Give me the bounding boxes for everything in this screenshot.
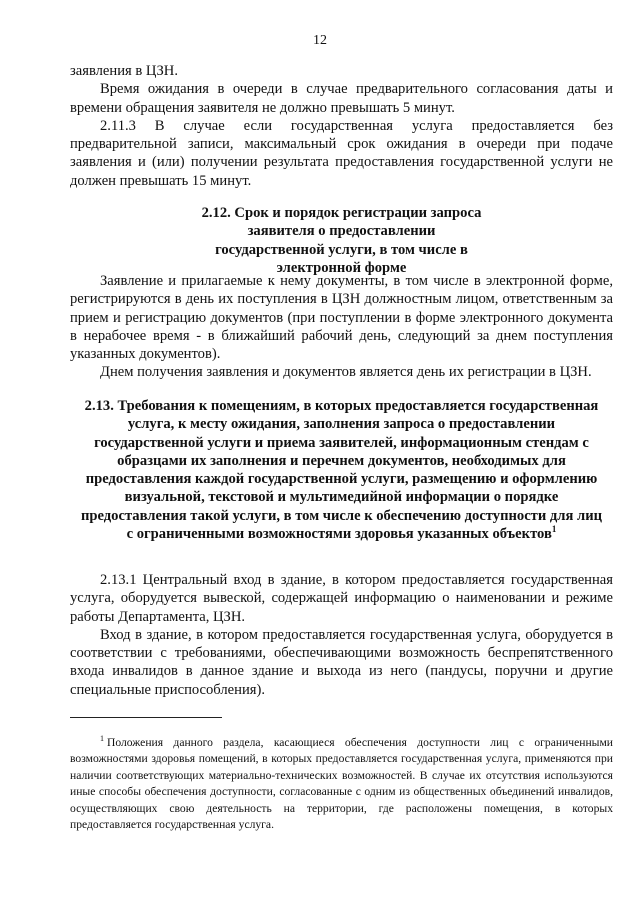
paragraph-receipt-day: Днем получения заявления и документов является день их регистрации в ЦЗН. — [100, 364, 592, 381]
continuation-block — [70, 62, 613, 190]
paragraph-registration: Заявление и прилагаемые к нему документы, в том числе в электронной форме, регистрируются в день их поступления в ЦЗН должностным лицом, ответственным за прием и регистрацию документов (при поступлении в форме электронного документа в нерабочее время - в ближайший рабочий день, следующий за днем поступления указанных документов). — [70, 273, 613, 363]
page-number: 12 — [313, 33, 327, 48]
paragraph-entrance: Вход в здание, в котором предоставляется государственная услуга, оборудуется в соответствии с требованиями, обеспечивающими возможность беспрепятственного входа инвалидов в данное здание и выхода из него (пандусы, поручни и другие специальные приспособления). — [70, 626, 613, 698]
section-heading-2-12: 2.12. Срок и порядок регистрации запроса заявителя о предоставлении государственной услуги, в том числе в электронной форме — [201, 205, 482, 276]
footnote-reference[interactable]: 1 — [551, 524, 557, 535]
paragraph-continuation: заявления в ЦЗН. — [70, 63, 178, 79]
footnote-mark: 1 — [100, 734, 104, 744]
footnote-text: Положения данного раздела, касающиеся обеспечения доступности лиц с ограниченными возможностями здоровья помещений, в которых предоставляется государственная услуга, применяются при наличии соответствующих материально-технических возможностей. В случае их отсутствия используются иные способы обеспечения доступности, согласованные с одним из общественных объединений инвалидов, осуществляющих свою деятельность на территории, где расположены помещения, в которых предоставляется государственная услуга. — [70, 736, 613, 832]
paragraph-2-13-1: 2.13.1 Центральный вход в здание, в котором предоставляется государственная услуга, оборудуется вывеской, содержащей информацию о наименовании и режиме работы Департамента, ЦЗН. — [70, 572, 613, 625]
section-heading-2-13-text: 2.13. Требования к помещениям, в которых предоставляется государственная услуга, к месту ожидания, заполнения запроса о предоставлении государственной услуги и приема заявителей, информационным стендам с образцами их заполнения и перечнем документов, необходимых для предоставления каждой государственной услуги, размещению и оформлению визуальной, текстовой и мультимедийной информации о порядке предоставления такой услуги, в том числе к обеспечению доступности для лиц с ограниченными возможностями здоровья указанных объектов — [80, 398, 603, 543]
section-2-12-body — [70, 272, 613, 382]
section-heading-2-13 — [70, 397, 613, 543]
section-2-13-body — [70, 571, 613, 699]
footnote — [70, 735, 613, 833]
paragraph-wait-time: Время ожидания в очереди в случае предварительного согласования даты и времени обращения заявителя не должно превышать 5 минут. — [70, 81, 613, 116]
footnote-divider — [70, 717, 222, 718]
paragraph-2-11-3: 2.11.3 В случае если государственная услуга предоставляется без предварительной записи, максимальный срок ожидания в очереди при подаче заявления и (или) получении результата предоставления государственной услуги не должен превышать 15 минут. — [70, 117, 613, 189]
